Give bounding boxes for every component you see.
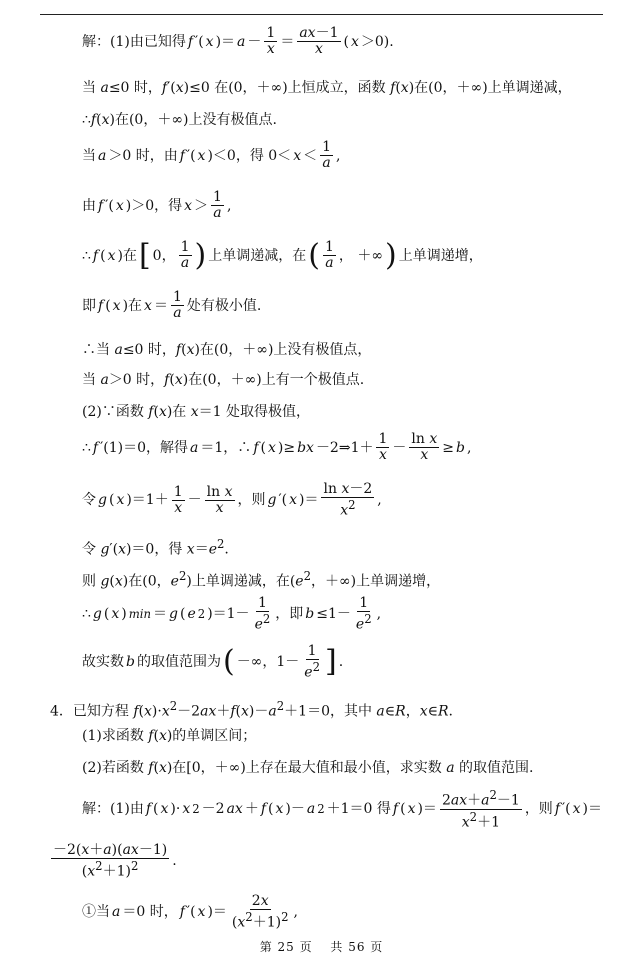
line-20: 解：(1)由 f ( x )· x 2 －2 ax ＋ f ( x )－ a 2 ＋1＝0 得 f ( x )＝ $\frac{2ax+a^2-1}{x^2+1}$ ，则 f ′( x )＝ [82, 788, 603, 831]
line-13: 令 g′(x)＝0，得 $x=e^2$. [82, 537, 229, 558]
line-3: ∴f(x)在(0，＋∞)上没有极值点. [82, 112, 277, 128]
line-10: (2)∵函数 f(x)在 x＝1 处取得极值， [82, 404, 311, 420]
line-9: 当 a＞0 时，f(x)在(0，＋∞)上有一个极值点. [82, 372, 365, 388]
header-rule [40, 14, 603, 15]
line-5: 由 f ′( x )＞0，得 x ＞ $\frac{1}{a}$ , [82, 189, 232, 221]
line-19: (2)若函数 f(x)在[0，＋∞)上存在最大值和最小值，求实数 a 的取值范围. [82, 760, 534, 776]
line-12: 令 g ( x )＝1＋ $\frac{1}{x}$ － $\frac{\text{ln x}}{x}$ ，则 g ′( x )＝ $\frac{\text{ln x－2}}{x^2}$ , [82, 481, 382, 519]
line-22: ①当 a ＝0 时， f ′( x )＝ $\frac{2x}{(x^2+1)^2}$ , [82, 893, 298, 931]
line-15: ∴ g ( x ) min ＝ g ( e 2 )＝1－ $\frac{1}{e^2}$ ，即 b ≤1－ $\frac{1}{e^2}$ , [82, 595, 382, 633]
line-7: 即 f ( x )在 x ＝ $\frac{1}{a}$ 处有极小值. [82, 289, 262, 321]
line-4: 当 a ＞0 时，由 f ′( x )＜0，得 0＜ x ＜ $\frac{1}{a}$ , [82, 139, 341, 171]
page-footer: 第 25 页 共 56 页 [259, 940, 384, 954]
line-16: 故实数 b 的取值范围为 ( －∞，1－ $\frac{1}{e^2}$ ] . [82, 643, 344, 681]
line-11: ∴ f ′(1)＝0，解得 a ＝1，∴ f ( x )≥ bx －2⇒1＋ $\frac{1}{x}$ － $\frac{\text{ln x}}{x}$ ≥ b , [82, 431, 472, 463]
line-17: 4．已知方程 $f(x)\cdot x^2-2ax+f(x)-a^2+1=0$，其中 a∈R，x∈R. [50, 699, 453, 720]
line-8: ∴当 a≤0 时，f(x)在(0，＋∞)上没有极值点， [82, 342, 372, 358]
line-18: (1)求函数 f(x)的单调区间； [82, 728, 257, 744]
line-1: 解：(1)由已知得 f ′( x )＝ a － $\frac{1}{x}$ ＝ $\frac{ax-1}{x}$ ( x ＞0). [82, 25, 394, 57]
line-2: 当 a≤0 时，f′(x)≤0 在(0，＋∞)上恒成立，函数 f(x)在(0，＋∞)上单调递减， [82, 80, 572, 96]
line-21: $\frac{-2(x+a)(ax-1)}{(x^2+1)^2}$ . [53, 842, 177, 880]
line-14: 则 g(x)在(0，$e^2$)上单调递减，在($e^2$，＋∞)上单调递增， [82, 569, 441, 590]
line-6: ∴ f ( x )在 [ 0， $\frac{1}{a}$ ) 上单调递减，在 ( $\frac{1}{a}$ ， ＋∞ ) 上单调递增， [82, 237, 483, 273]
